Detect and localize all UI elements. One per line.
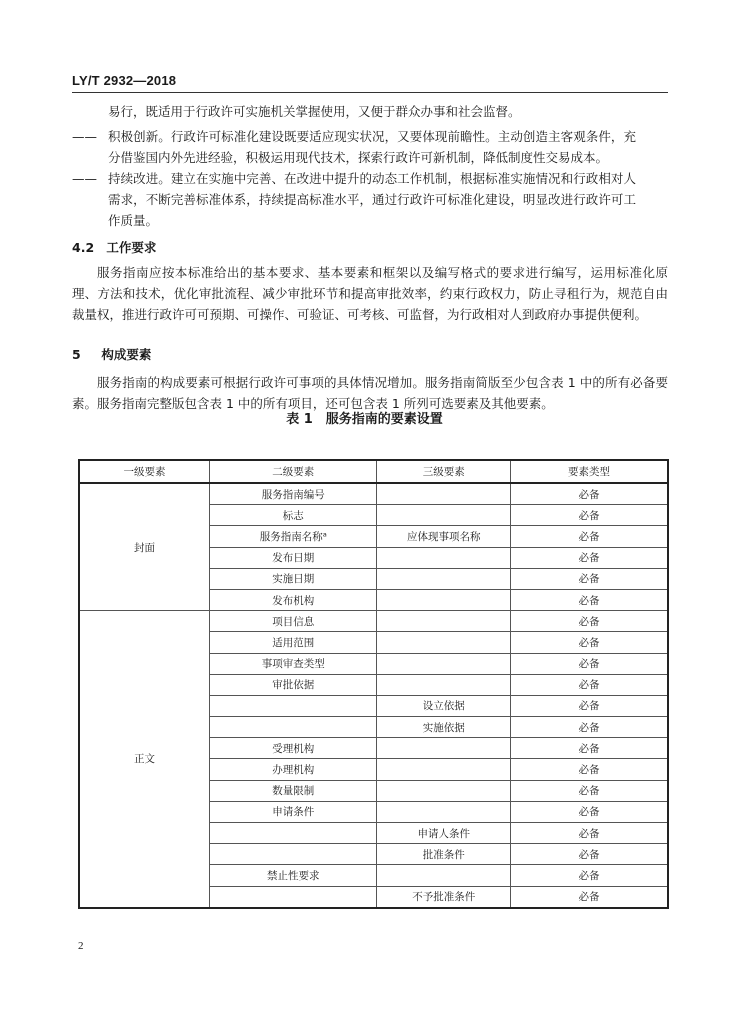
level2-cell xyxy=(210,695,377,716)
level2-cell: 事项审查类型 xyxy=(210,653,377,674)
level2-cell: 服务指南编号 xyxy=(210,483,377,505)
level3-cell xyxy=(377,801,511,822)
section-5-heading xyxy=(72,345,151,363)
level3-cell xyxy=(377,759,511,780)
level3-cell xyxy=(377,632,511,653)
type-cell: 必备 xyxy=(511,823,668,844)
section-5-body: 服务指南的构成要素可根据行政许可事项的具体情况增加。服务指南简版至少包含表 1 中的所有必备要素。服务指南完整版包含表 1 中的所有项目，还可包含表 1 所列可选要素及其他要素。 xyxy=(72,375,668,411)
level2-cell: 数量限制 xyxy=(210,780,377,801)
type-cell: 必备 xyxy=(511,780,668,801)
level1-cell-cover: 封面 xyxy=(79,483,210,611)
level2-cell: 办理机构 xyxy=(210,759,377,780)
page-number: 2 xyxy=(78,940,84,952)
section-4-2-body: 服务指南应按本标准给出的基本要求、基本要素和框架以及编写格式的要求进行编写，运用标准化原理、方法和技术，优化审批流程、减少审批环节和提高审批效率，约束行政权力，防止寻租行为，规范自由裁量权，推进行政许可可预期、可操作、可验证、可考核、可监督，为行政相对人到政府办事提供便利。 xyxy=(72,265,668,322)
type-cell: 必备 xyxy=(511,526,668,547)
principle-text: 持续改进。建立在实施中完善、在改进中提升的动态工作机制，根据标准实施情况和行政相对人需求，不断完善标准体系，持续提高标准水平，通过行政许可标准化建设，明显改进行政许可工作质量。 xyxy=(108,171,636,228)
intro-continuation: 易行，既适用于行政许可实施机关掌握使用，又便于群众办事和社会监督。 xyxy=(108,104,521,119)
level3-cell xyxy=(377,653,511,674)
column-header: 一级要素 xyxy=(79,460,210,483)
level2-cell: 申请条件 xyxy=(210,801,377,822)
column-header: 三级要素 xyxy=(377,460,511,483)
level3-cell: 不予批准条件 xyxy=(377,886,511,908)
section-title: 构成要素 xyxy=(101,347,152,362)
type-cell: 必备 xyxy=(511,589,668,610)
level2-cell xyxy=(210,886,377,908)
principle-dash: —— xyxy=(72,171,97,186)
level2-cell: 标志 xyxy=(210,505,377,526)
section-number: 4.2 xyxy=(72,240,95,255)
level3-cell: 实施依据 xyxy=(377,717,511,738)
level2-cell: 实施日期 xyxy=(210,568,377,589)
type-cell: 必备 xyxy=(511,632,668,653)
level3-cell xyxy=(377,865,511,886)
level1-cell-body: 正文 xyxy=(79,611,210,908)
type-cell: 必备 xyxy=(511,695,668,716)
type-cell: 必备 xyxy=(511,653,668,674)
type-cell: 必备 xyxy=(511,483,668,505)
type-cell: 必备 xyxy=(511,844,668,865)
level2-cell: 审批依据 xyxy=(210,674,377,695)
level3-cell: 批准条件 xyxy=(377,844,511,865)
level3-cell xyxy=(377,483,511,505)
level3-cell: 应体现事项名称 xyxy=(377,526,511,547)
principle-item-innovation xyxy=(72,126,668,170)
section-title: 工作要求 xyxy=(106,240,157,255)
type-cell: 必备 xyxy=(511,738,668,759)
principle-dash: —— xyxy=(72,129,97,144)
type-cell: 必备 xyxy=(511,505,668,526)
table-row xyxy=(79,611,668,632)
level2-cell: 服务指南名称ᵃ xyxy=(210,526,377,547)
type-cell: 必备 xyxy=(511,717,668,738)
type-cell: 必备 xyxy=(511,865,668,886)
principle-text: 积极创新。行政许可标准化建设既要适应现实状况，又要体现前瞻性。主动创造主客观条件，充分借鉴国内外先进经验，积极运用现代技术，探索行政许可新机制，降低制度性交易成本。 xyxy=(108,129,636,165)
header-divider xyxy=(72,92,668,93)
level3-cell xyxy=(377,611,511,632)
level2-cell: 适用范围 xyxy=(210,632,377,653)
level3-cell xyxy=(377,780,511,801)
type-cell: 必备 xyxy=(511,568,668,589)
table-header-row xyxy=(79,460,668,483)
level3-cell xyxy=(377,568,511,589)
level2-cell: 发布日期 xyxy=(210,547,377,568)
column-header: 要素类型 xyxy=(511,460,668,483)
level2-cell: 受理机构 xyxy=(210,738,377,759)
section-number: 5 xyxy=(72,347,81,362)
level2-cell: 发布机构 xyxy=(210,589,377,610)
level3-cell xyxy=(377,547,511,568)
level3-cell xyxy=(377,674,511,695)
level3-cell xyxy=(377,505,511,526)
level3-cell: 设立依据 xyxy=(377,695,511,716)
level3-cell xyxy=(377,589,511,610)
section-4-2-heading xyxy=(72,238,156,256)
table-caption: 表 1 服务指南的要素设置 xyxy=(286,412,443,427)
standard-code-header: LY/T 2932—2018 xyxy=(72,73,177,88)
type-cell: 必备 xyxy=(511,801,668,822)
principle-item-improvement xyxy=(72,168,668,234)
level3-cell: 申请人条件 xyxy=(377,823,511,844)
table-row xyxy=(79,483,668,505)
type-cell: 必备 xyxy=(511,547,668,568)
column-header: 二级要素 xyxy=(210,460,377,483)
level3-cell xyxy=(377,738,511,759)
type-cell: 必备 xyxy=(511,759,668,780)
level2-cell xyxy=(210,717,377,738)
level2-cell: 项目信息 xyxy=(210,611,377,632)
type-cell: 必备 xyxy=(511,674,668,695)
type-cell: 必备 xyxy=(511,886,668,908)
level2-cell xyxy=(210,823,377,844)
elements-table xyxy=(78,459,669,909)
level2-cell: 禁止性要求 xyxy=(210,865,377,886)
level2-cell xyxy=(210,844,377,865)
type-cell: 必备 xyxy=(511,611,668,632)
